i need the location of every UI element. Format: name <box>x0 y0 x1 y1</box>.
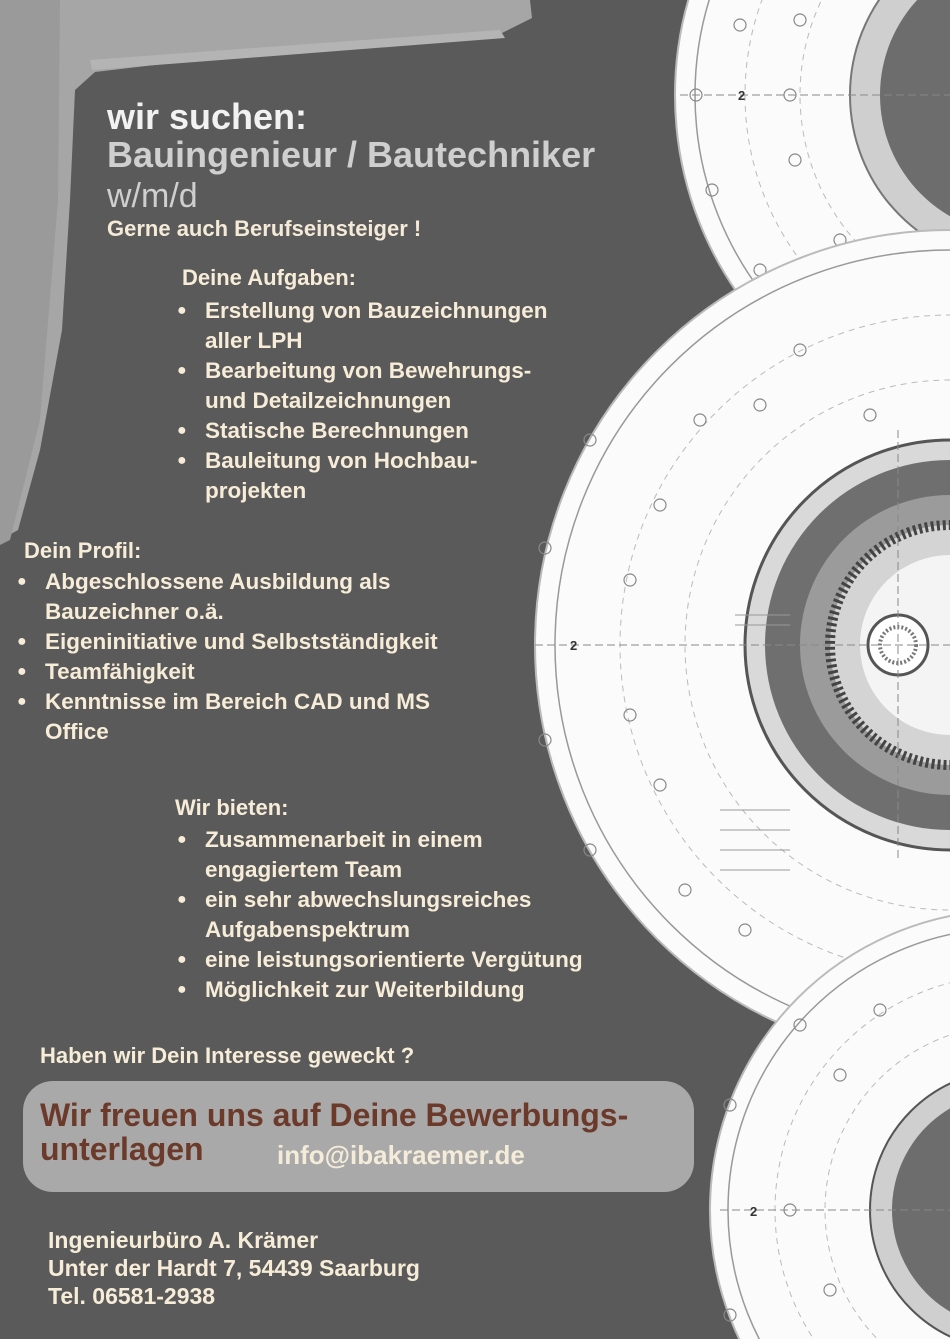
headline-gender: w/m/d <box>107 177 198 215</box>
cta-text-line2: unterlagen <box>40 1131 204 1167</box>
bullet-icon: ● <box>17 633 27 650</box>
tasks-item-line: Erstellung von Bauzeichnungen <box>205 298 548 323</box>
offer-item <box>175 975 583 1005</box>
bullet-icon: ● <box>17 693 27 710</box>
offer-item-line: eine leistungsorientierte Vergütung <box>205 947 583 972</box>
tasks-item-line: Bauleitung von Hochbau- <box>205 448 478 473</box>
profile-list <box>15 567 438 747</box>
bullet-icon: ● <box>177 362 187 379</box>
bullet-icon: ● <box>177 831 187 848</box>
tasks-list <box>175 296 548 506</box>
bullet-icon: ● <box>17 573 27 590</box>
bullet-icon: ● <box>177 452 187 469</box>
bullet-icon: ● <box>17 663 27 680</box>
offer-item-line: engagiertem Team <box>205 857 403 882</box>
tasks-item-line: Statische Berechnungen <box>205 418 469 443</box>
headline-we-search: wir suchen: <box>107 96 308 137</box>
profile-item <box>15 687 438 747</box>
interest-question: Haben wir Dein Interesse geweckt ? <box>40 1043 415 1068</box>
offer-item-line: Zusammenarbeit in einem <box>205 827 483 852</box>
offer-item <box>175 825 583 885</box>
bullet-icon: ● <box>177 981 187 998</box>
profile-item-line: Abgeschlossene Ausbildung als <box>45 569 391 594</box>
headline-job-title: Bauingenieur / Bautechniker <box>107 134 596 175</box>
beginner-note: Gerne auch Berufseinsteiger ! <box>107 216 422 241</box>
tasks-item <box>175 356 548 416</box>
axis-label-middle: 2 <box>570 638 578 653</box>
tasks-item <box>175 446 548 506</box>
profile-item <box>15 567 438 627</box>
tasks-item <box>175 296 548 356</box>
tasks-item-line: projekten <box>205 478 307 503</box>
tasks-item-line: aller LPH <box>205 328 303 353</box>
offer-item <box>175 945 583 975</box>
bullet-icon: ● <box>177 891 187 908</box>
offer-item <box>175 885 583 945</box>
profile-item-line: Teamfähigkeit <box>45 659 195 684</box>
offer-list <box>175 825 583 1005</box>
tasks-item <box>175 416 548 446</box>
tasks-item-line: und Detailzeichnungen <box>205 388 452 413</box>
offer-item-line: Aufgabenspektrum <box>205 917 411 942</box>
tasks-title: Deine Aufgaben: <box>182 265 356 290</box>
offer-item-line: ein sehr abwechslungsreiches <box>205 887 532 912</box>
profile-item-line: Bauzeichner o.ä. <box>45 599 224 624</box>
profile-item-line: Office <box>45 719 109 744</box>
profile-title: Dein Profil: <box>24 538 142 563</box>
bullet-icon: ● <box>177 422 187 439</box>
cta-text-line1: Wir freuen uns auf Deine Bewerbungs- <box>40 1097 629 1133</box>
bullet-icon: ● <box>177 302 187 319</box>
profile-item <box>15 627 438 657</box>
email-link[interactable]: info@ibakraemer.de <box>277 1140 525 1170</box>
bullet-icon: ● <box>177 951 187 968</box>
axis-label-top: 2 <box>738 88 746 103</box>
tasks-item-line: Bearbeitung von Bewehrungs- <box>205 358 532 383</box>
company-name: Ingenieurbüro A. Krämer <box>48 1227 319 1253</box>
profile-item-line: Kenntnisse im Bereich CAD und MS <box>45 689 431 714</box>
offer-item-line: Möglichkeit zur Weiterbildung <box>205 977 525 1002</box>
offer-title: Wir bieten: <box>175 795 289 820</box>
profile-item-line: Eigeninitiative und Selbstständigkeit <box>45 629 438 654</box>
company-phone: Tel. 06581-2938 <box>48 1283 216 1309</box>
axis-label-bottom: 2 <box>750 1204 758 1219</box>
profile-item <box>15 657 438 687</box>
company-street: Unter der Hardt 7, 54439 Saarburg <box>48 1255 420 1281</box>
